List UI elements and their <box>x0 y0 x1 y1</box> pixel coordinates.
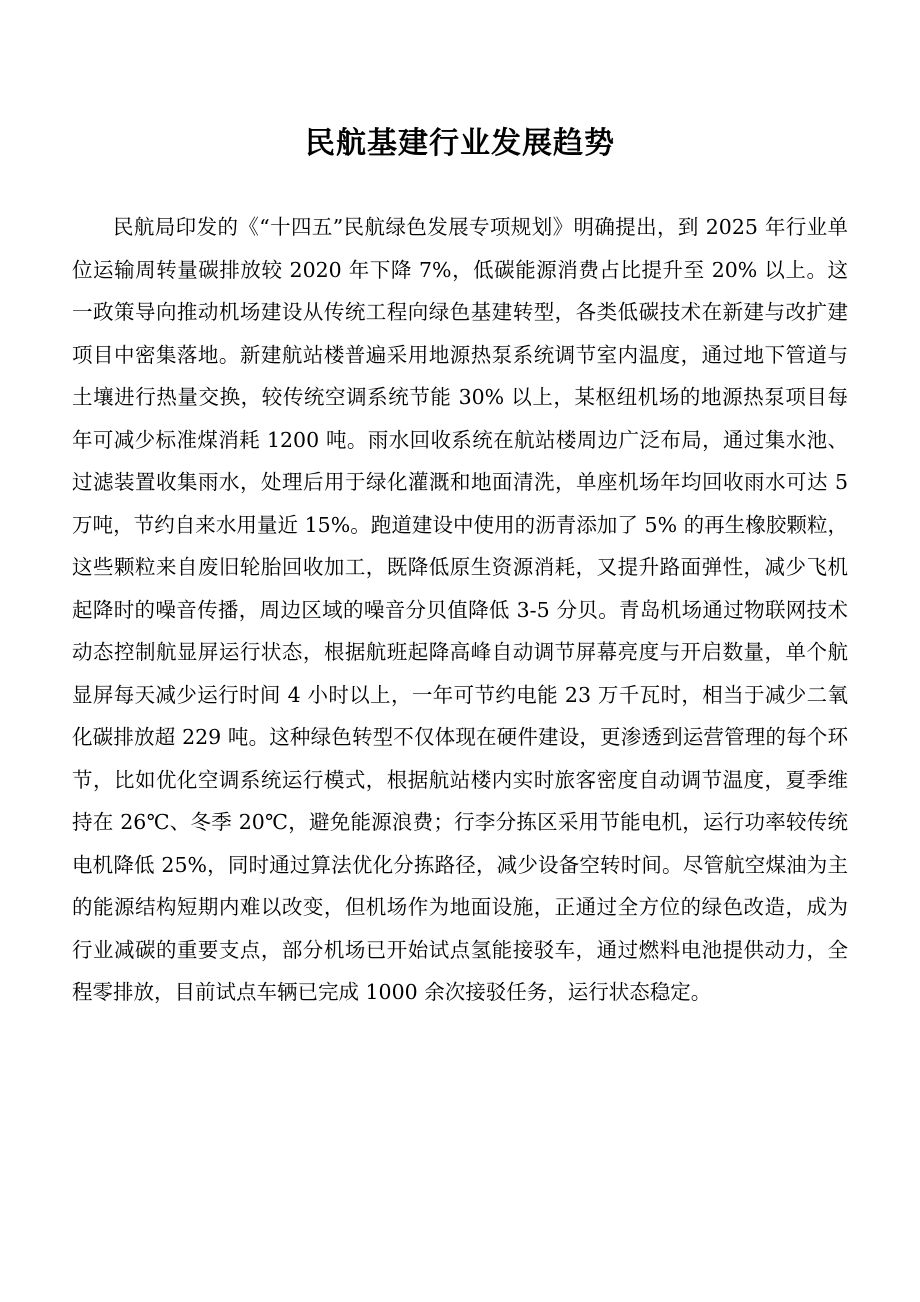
page-title: 民航基建行业发展趋势 <box>305 126 615 161</box>
document-body-paragraph: 民航局印发的《“十四五”民航绿色发展专项规划》明确提出，到 2025 年行业单位运输周转量碳排放较 2020 年下降 7%，低碳能源消费占比提升至 20% 以上。这一政策导向推动机场建设从传统工程向绿色基建转型，各类低碳技术在新建与改扩建项目中密集落地。新建航站楼普遍采用地源热泵系统调节室内温度，通过地下管道与土壤进行热量交换，较传统空调系统节能 30% 以上，某枢纽机场的地源热泵项目每年可减少标准煤消耗 1200 吨。雨水回收系统在航站楼周边广泛布局，通过集水池、过滤装置收集雨水，处理后用于绿化灌溉和地面清洗，单座机场年均回收雨水可达 5 万吨，节约自来水用量近 15%。跑道建设中使用的沥青添加了 5% 的再生橡胶颗粒，这些颗粒来自废旧轮胎回收加工，既降低原生资源消耗，又提升路面弹性，减少飞机起降时的噪音传播，周边区域的噪音分贝值降低 3-5 分贝。青岛机场通过物联网技术动态控制航显屏运行状态，根据航班起降高峰自动调节屏幕亮度与开启数量，单个航显屏每天减少运行时间 4 小时以上，一年可节约电能 23 万千瓦时，相当于减少二氧化碳排放超 229 吨。这种绿色转型不仅体现在硬件建设，更渗透到运营管理的每个环节，比如优化空调系统运行模式，根据航站楼内实时旅客密度自动调节温度，夏季维持在 26℃、冬季 20℃，避免能源浪费；行李分拣区采用节能电机，运行功率较传统电机降低 25%，同时通过算法优化分拣路径，减少设备空转时间。尽管航空煤油为主的能源结构短期内难以改变，但机场作为地面设施，正通过全方位的绿色改造，成为行业减碳的重要支点，部分机场已开始试点氢能接驳车，通过燃料电池提供动力，全程零排放，目前试点车辆已完成 1000 余次接驳任务，运行状态稳定。 <box>72 215 848 1004</box>
